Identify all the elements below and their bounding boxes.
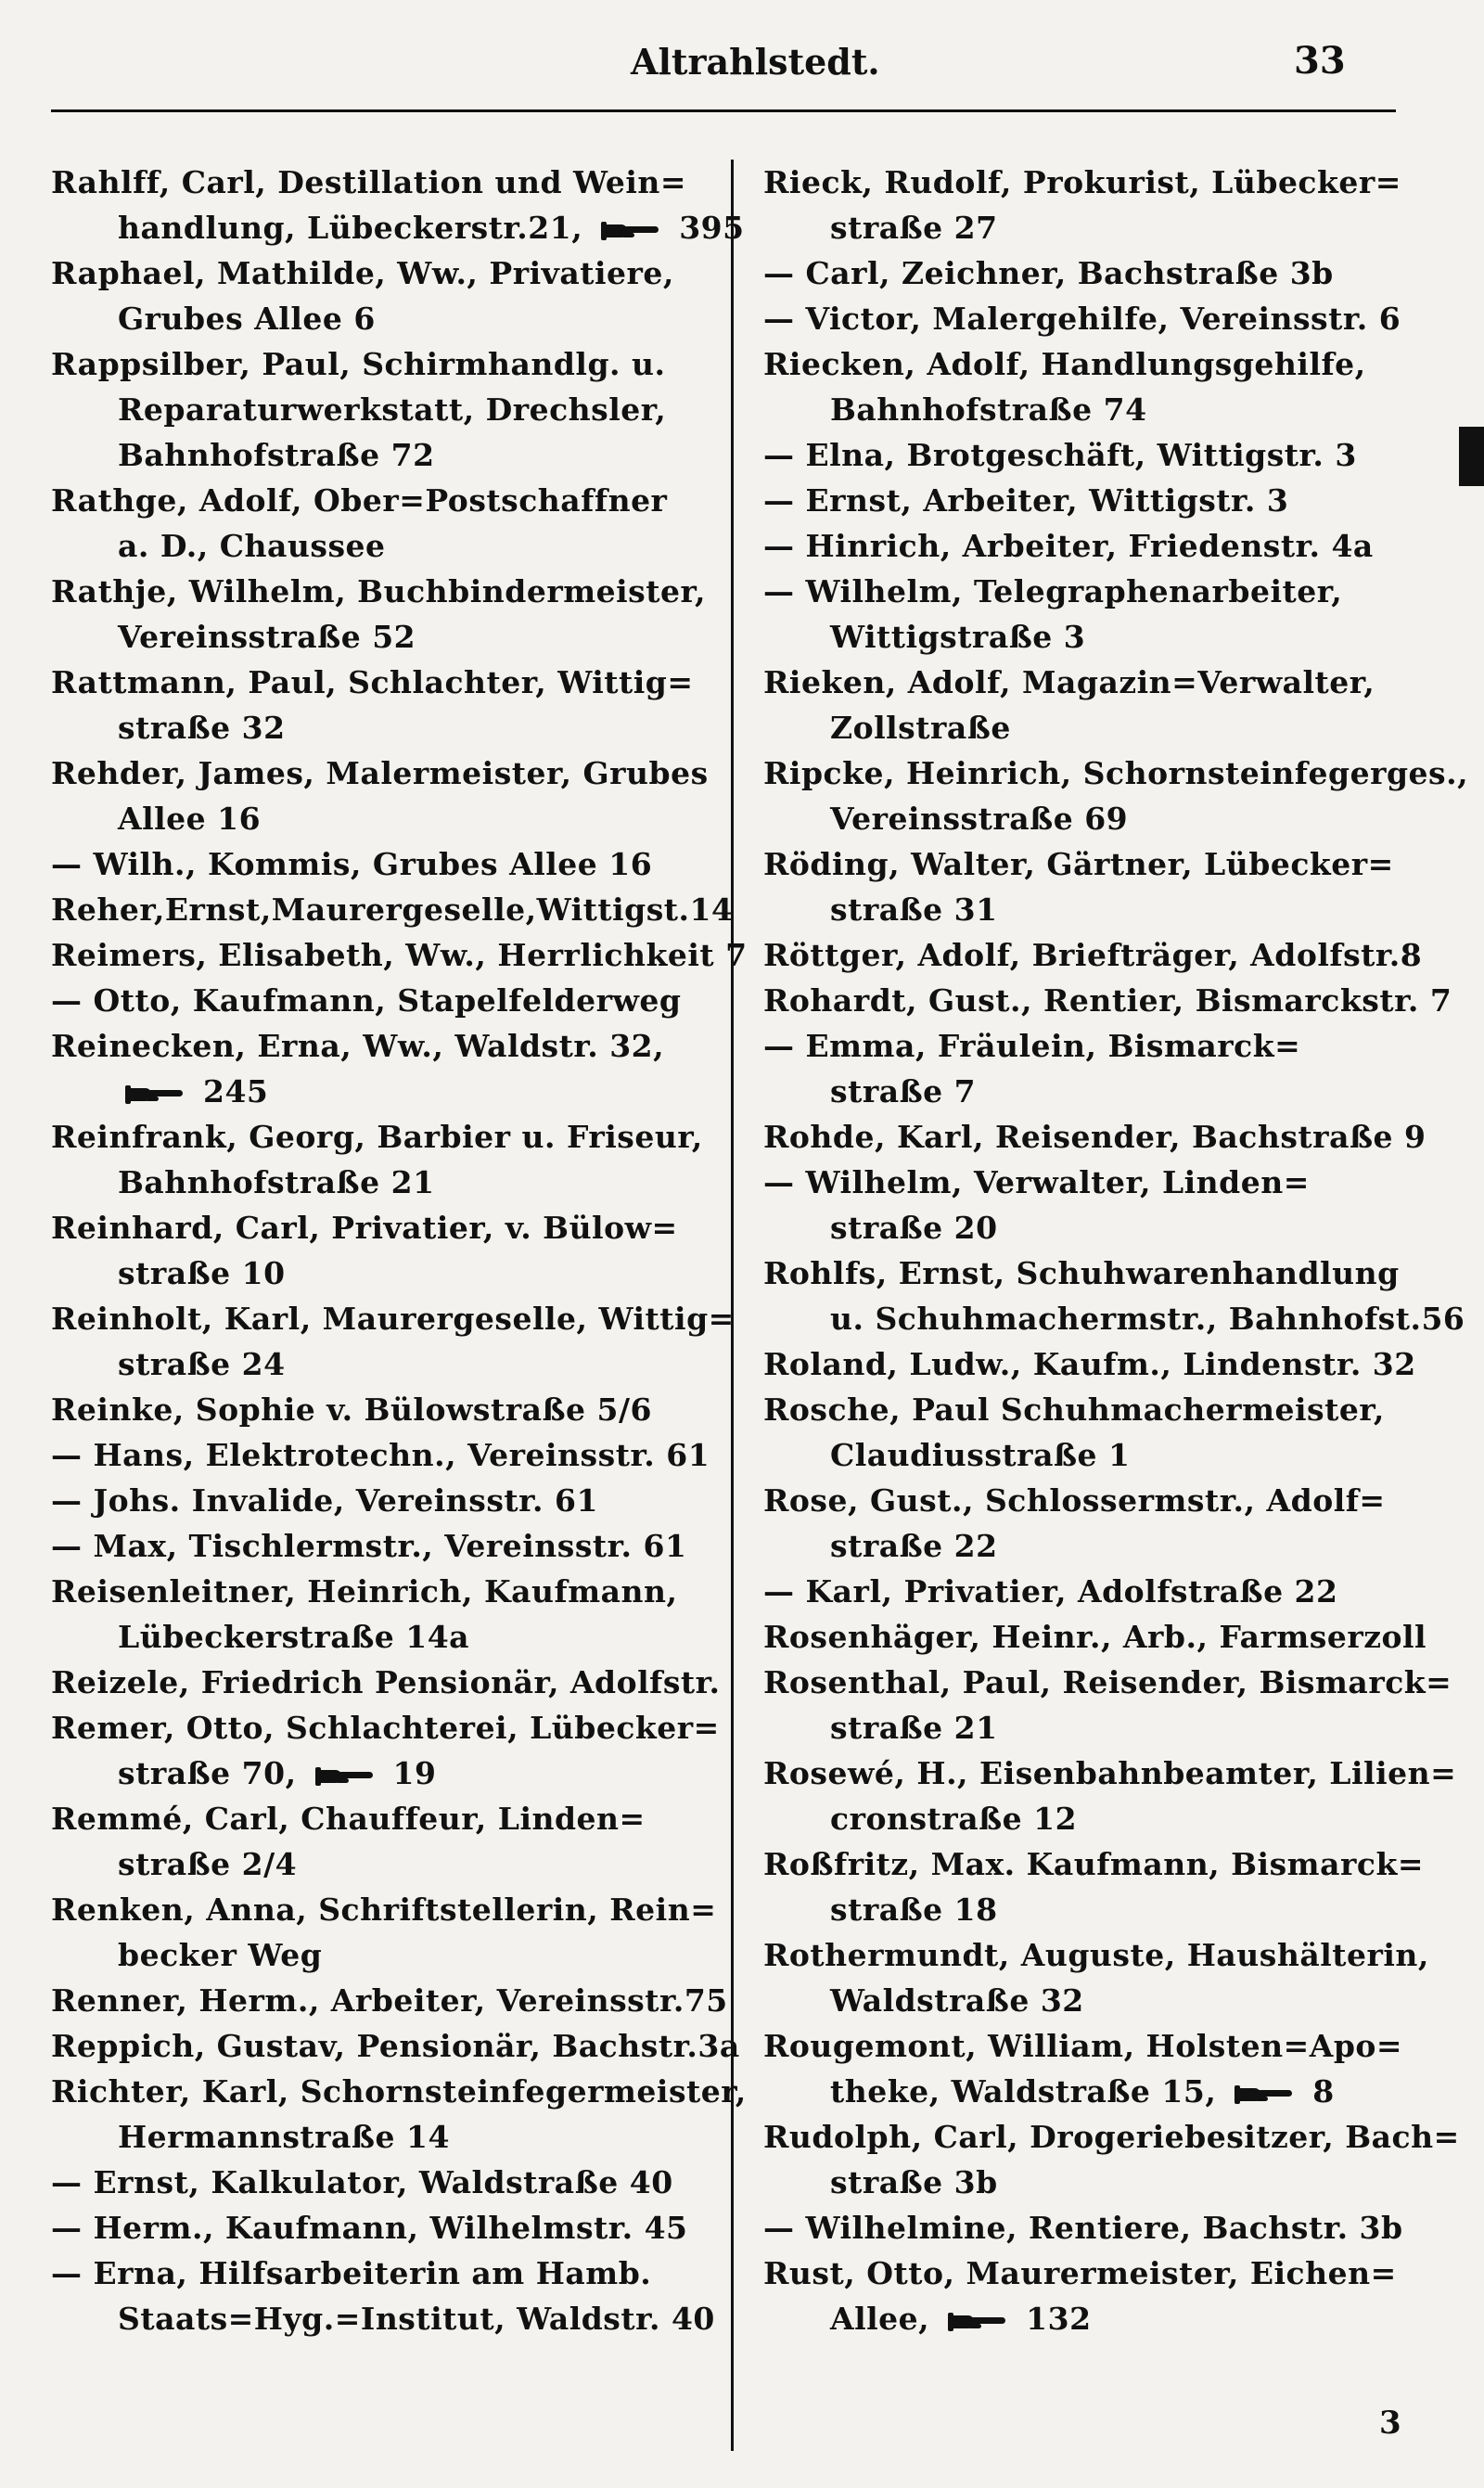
entry-text: — Ernst, Kalkulator, Waldstraße 40 (51, 2164, 673, 2200)
pointing-hand-icon (313, 1762, 377, 1789)
pointing-hand-icon (946, 2307, 1009, 2335)
directory-entry-line (763, 660, 1413, 705)
directory-entry-line (763, 1023, 1413, 1069)
directory-entry-line (51, 1751, 737, 1796)
entry-text: straße 20 (830, 1210, 998, 1246)
entry-text: Reppich, Gustav, Pensionär, Bachstr.3a (51, 2028, 740, 2064)
entry-text: Rosenhäger, Heinr., Arb., Farmserzoll (763, 1619, 1427, 1655)
left-column (51, 160, 748, 2341)
entry-text: Ripcke, Heinrich, Schornsteinfegerges., (763, 755, 1469, 791)
directory-entry-line (763, 387, 1413, 432)
entry-text: — Carl, Zeichner, Bachstraße 3b (763, 255, 1334, 291)
directory-entry-line (51, 250, 737, 296)
directory-entry-line (51, 2296, 737, 2341)
entry-text: Rosche, Paul Schuhmachermeister, (763, 1391, 1385, 1428)
directory-entry-line (763, 2069, 1413, 2114)
entry-text: — Victor, Malergehilfe, Vereinsstr. 6 (763, 301, 1401, 337)
directory-entry-line (51, 887, 737, 932)
printer-signature: 3 (1379, 2405, 1401, 2442)
directory-entry-line (51, 1069, 737, 1114)
directory-entry-line (51, 2251, 737, 2296)
directory-entry-line (51, 1569, 737, 1614)
entry-text: Rohlfs, Ernst, Schuhwarenhandlung (763, 1255, 1400, 1291)
entry-text: straße 27 (830, 210, 998, 246)
directory-entry-line (763, 296, 1413, 341)
entry-text: Rudolph, Carl, Drogeriebesitzer, Bach= (763, 2119, 1460, 2155)
directory-entry-line (763, 1614, 1427, 1660)
directory-entry-line (763, 932, 1423, 978)
directory-entry-line (763, 2160, 1413, 2205)
directory-entry-line (763, 205, 1413, 250)
directory-entry-line (51, 569, 737, 614)
directory-entry-line (51, 614, 737, 660)
entry-text: straße 3b (830, 2164, 998, 2200)
entry-text: Riecken, Adolf, Handlungsgehilfe, (763, 346, 1366, 382)
entry-text: 8 (1301, 2073, 1335, 2110)
directory-entry-line (763, 1250, 1413, 1296)
directory-entry-line (763, 1932, 1429, 1978)
directory-entry-line (51, 660, 737, 705)
entry-text: Reimers, Elisabeth, Ww., Herrlichkeit 7 (51, 937, 748, 973)
entry-text: Grubes Allee 6 (118, 301, 376, 337)
directory-entry-line (51, 1796, 737, 1841)
directory-entry-line (51, 1887, 737, 1932)
entry-text: Lübeckerstraße 14a (118, 1619, 470, 1655)
entry-text: Hermannstraße 14 (118, 2119, 450, 2155)
entry-text: Bahnhofstraße 21 (118, 1164, 435, 1200)
thumb-index-tab (1459, 427, 1484, 486)
entry-text: Reparaturwerkstatt, Drechsler, (118, 391, 667, 428)
entry-text: Rose, Gust., Schlossermstr., Adolf= (763, 1482, 1386, 1519)
directory-entry-line (763, 569, 1413, 614)
directory-entry-line (51, 2023, 740, 2069)
directory-entry-line (51, 1432, 737, 1478)
right-column (763, 160, 1469, 2341)
entry-text: Waldstraße 32 (830, 1982, 1084, 2019)
directory-entry-line (51, 1705, 737, 1751)
directory-entry-line (763, 1205, 1413, 1250)
entry-text: Röttger, Adolf, Briefträger, Adolfstr.8 (763, 937, 1423, 973)
directory-entry-line (763, 1660, 1452, 1705)
directory-entry-line (51, 296, 737, 341)
entry-text: straße 18 (830, 1892, 998, 1928)
entry-text: Zollstraße (830, 710, 1011, 746)
directory-entry-line (763, 1069, 1413, 1114)
header-rule (51, 109, 1396, 112)
entry-text: straße 70, (118, 1755, 308, 1791)
directory-entry-line (51, 932, 748, 978)
entry-text: Richter, Karl, Schornsteinfegermeister, (51, 2073, 747, 2110)
entry-text: Remer, Otto, Schlachterei, Lübecker= (51, 1710, 720, 1746)
entry-text: straße 24 (118, 1346, 286, 1382)
directory-entry-line (51, 1660, 737, 1705)
directory-entry-line (51, 1250, 737, 1296)
entry-text: Rieck, Rudolf, Prokurist, Lübecker= (763, 164, 1401, 200)
entry-text: 245 (192, 1073, 269, 1109)
directory-entry-line (763, 1114, 1426, 1160)
directory-entry-line (763, 1432, 1413, 1478)
entry-text: Rohardt, Gust., Rentier, Bismarckstr. 7 (763, 982, 1452, 1019)
entry-text: — Wilhelmine, Rentiere, Bachstr. 3b (763, 2210, 1403, 2246)
pointing-hand-icon (1233, 2080, 1296, 2108)
entry-text: — Herm., Kaufmann, Wilhelmstr. 45 (51, 2210, 688, 2246)
entry-text: Renner, Herm., Arbeiter, Vereinsstr.75 (51, 1982, 728, 2019)
entry-text: a. D., Chaussee (118, 528, 386, 564)
directory-entry-line (51, 705, 737, 750)
entry-text: — Hans, Elektrotechn., Vereinsstr. 61 (51, 1437, 710, 1473)
entry-text: becker Weg (118, 1937, 323, 1973)
entry-text: handlung, Lübeckerstr.21, (118, 210, 595, 246)
entry-text: 19 (381, 1755, 437, 1791)
entry-text: Rougemont, William, Holsten=Apo= (763, 2028, 1403, 2064)
directory-entry-line (763, 1978, 1413, 2023)
entry-text: Renken, Anna, Schriftstellerin, Rein= (51, 1892, 717, 1928)
directory-entry-line (763, 1796, 1413, 1841)
directory-entry-line (763, 341, 1413, 387)
entry-text: Rahlff, Carl, Destillation und Wein= (51, 164, 687, 200)
entry-text: — Otto, Kaufmann, Stapelfelderweg (51, 982, 682, 1019)
directory-entry-line (763, 478, 1413, 523)
entry-text: — Wilh., Kommis, Grubes Allee 16 (51, 846, 653, 882)
directory-entry-line (51, 1478, 737, 1523)
entry-text: Rothermundt, Auguste, Haushälterin, (763, 1937, 1429, 1973)
directory-entry-line (763, 1478, 1413, 1523)
entry-text: straße 32 (118, 710, 286, 746)
directory-entry-line (763, 2205, 1413, 2251)
entry-text: Wittigstraße 3 (830, 619, 1086, 655)
entry-text: — Wilhelm, Telegraphenarbeiter, (763, 573, 1343, 609)
entry-text: Rosenthal, Paul, Reisender, Bismarck= (763, 1664, 1452, 1700)
directory-entry-line (763, 1841, 1424, 1887)
directory-entry-line (51, 1341, 737, 1387)
entry-text: Allee, (830, 2301, 941, 2337)
directory-entry-line (51, 750, 737, 796)
entry-text: Röding, Walter, Gärtner, Lübecker= (763, 846, 1394, 882)
directory-entry-line (51, 432, 737, 478)
directory-entry-line (763, 2251, 1413, 2296)
entry-text: Vereinsstraße 52 (118, 619, 416, 655)
entry-text: u. Schuhmachermstr., Bahnhofst.56 (830, 1301, 1465, 1337)
directory-entry-line (51, 160, 737, 205)
entry-text: Reisenleitner, Heinrich, Kaufmann, (51, 1573, 678, 1610)
entry-text: straße 22 (830, 1528, 998, 1564)
entry-text: straße 31 (830, 891, 998, 928)
directory-entry-line (51, 1614, 737, 1660)
entry-text: Rattmann, Paul, Schlachter, Wittig= (51, 664, 694, 700)
entry-text: — Hinrich, Arbeiter, Friedenstr. 4a (763, 528, 1374, 564)
page-number: 33 (1294, 39, 1346, 83)
directory-entry-line (51, 2114, 737, 2160)
entry-text: Rosewé, H., Eisenbahnbeamter, Lilien= (763, 1755, 1457, 1791)
directory-entry-line (763, 432, 1413, 478)
entry-text: 132 (1015, 2301, 1092, 2337)
pointing-hand-icon (599, 216, 662, 244)
entry-text: — Elna, Brotgeschäft, Wittigstr. 3 (763, 437, 1357, 473)
entry-text: Reinholt, Karl, Maurergeselle, Wittig= (51, 1301, 735, 1337)
directory-entry-line (763, 160, 1413, 205)
directory-entry-line (763, 1887, 1413, 1932)
directory-entry-line (51, 1523, 737, 1569)
directory-entry-line (51, 2069, 747, 2114)
directory-entry-line (763, 1751, 1457, 1796)
directory-entry-line (763, 1523, 1413, 1569)
directory-entry-line (51, 841, 737, 887)
entry-text: Remmé, Carl, Chauffeur, Linden= (51, 1801, 646, 1837)
directory-entry-line (51, 1387, 737, 1432)
entry-text: — Erna, Hilfsarbeiterin am Hamb. (51, 2255, 652, 2291)
directory-entry-line (51, 1841, 737, 1887)
entry-text: Rieken, Adolf, Magazin=Verwalter, (763, 664, 1375, 700)
entry-text: Reinhard, Carl, Privatier, v. Bülow= (51, 1210, 678, 1246)
entry-text: Vereinsstraße 69 (830, 801, 1129, 837)
entry-text: Roßfritz, Max. Kaufmann, Bismarck= (763, 1846, 1424, 1882)
entry-text: straße 2/4 (118, 1846, 298, 1882)
directory-entry-line (763, 750, 1469, 796)
directory-entry-line (763, 1387, 1413, 1432)
directory-entry-line (51, 1205, 737, 1250)
directory-entry-line (763, 887, 1413, 932)
directory-entry-line (51, 205, 745, 250)
entry-text: Rappsilber, Paul, Schirmhandlg. u. (51, 346, 666, 382)
directory-entry-line (763, 978, 1452, 1023)
directory-entry-line (763, 1160, 1413, 1205)
directory-entry-line (763, 2023, 1413, 2069)
directory-entry-line (51, 2205, 737, 2251)
entry-text: straße 7 (830, 1073, 977, 1109)
directory-entry-line (51, 1932, 737, 1978)
entry-text: Reinecken, Erna, Ww., Waldstr. 32, (51, 1028, 665, 1064)
entry-text: Rust, Otto, Maurermeister, Eichen= (763, 2255, 1397, 2291)
directory-entry-line (763, 614, 1413, 660)
entry-text: Raphael, Mathilde, Ww., Privatiere, (51, 255, 674, 291)
entry-text: Reher,Ernst,Maurergeselle,Wittigst.14 (51, 891, 734, 928)
directory-entry-line (763, 796, 1413, 841)
directory-entry-line (51, 1023, 737, 1069)
directory-entry-line (51, 478, 737, 523)
entry-text: — Emma, Fräulein, Bismarck= (763, 1028, 1301, 1064)
entry-text: Roland, Ludw., Kaufm., Lindenstr. 32 (763, 1346, 1416, 1382)
entry-text: Reinfrank, Georg, Barbier u. Friseur, (51, 1119, 703, 1155)
entry-text: straße 21 (830, 1710, 998, 1746)
directory-entry-line (763, 1296, 1465, 1341)
entry-text: Reizele, Friedrich Pensionär, Adolfstr. (51, 1664, 721, 1700)
entry-text: theke, Waldstraße 15, (830, 2073, 1228, 2110)
directory-entry-line (763, 523, 1413, 569)
entry-text: Bahnhofstraße 72 (118, 437, 435, 473)
directory-entry-line (51, 2160, 737, 2205)
entry-text: Rohde, Karl, Reisender, Bachstraße 9 (763, 1119, 1426, 1155)
directory-entry-line (51, 1978, 737, 2023)
directory-entry-line (51, 1160, 737, 1205)
entry-text: Rathge, Adolf, Ober=Postschaffner (51, 482, 668, 519)
entry-text: — Ernst, Arbeiter, Wittigstr. 3 (763, 482, 1289, 519)
entry-text: Staats=Hyg.=Institut, Waldstr. 40 (118, 2301, 715, 2337)
directory-entry-line (763, 250, 1413, 296)
pointing-hand-icon (123, 1080, 186, 1108)
directory-entry-line (763, 2296, 1413, 2341)
directory-entry-line (763, 1705, 1413, 1751)
directory-entry-line (51, 523, 737, 569)
directory-entry-line (51, 796, 737, 841)
directory-entry-line (763, 2114, 1460, 2160)
entry-text: Allee 16 (118, 801, 262, 837)
entry-text: — Max, Tischlermstr., Vereinsstr. 61 (51, 1528, 687, 1564)
directory-entry-line (763, 1341, 1416, 1387)
entry-text: Rehder, James, Malermeister, Grubes (51, 755, 709, 791)
entry-text: cronstraße 12 (830, 1801, 1078, 1837)
entry-text: Claudiusstraße 1 (830, 1437, 1131, 1473)
directory-entry-line (51, 1296, 737, 1341)
entry-text: Bahnhofstraße 74 (830, 391, 1147, 428)
entry-text: straße 10 (118, 1255, 286, 1291)
directory-entry-line (763, 841, 1413, 887)
directory-entry-line (763, 1569, 1413, 1614)
entry-text: Rathje, Wilhelm, Buchbindermeister, (51, 573, 706, 609)
directory-entry-line (51, 341, 737, 387)
entry-text: 395 (668, 210, 745, 246)
entry-text: Reinke, Sophie v. Bülowstraße 5/6 (51, 1391, 653, 1428)
directory-entry-line (51, 1114, 737, 1160)
entry-text: — Karl, Privatier, Adolfstraße 22 (763, 1573, 1338, 1610)
directory-entry-line (763, 705, 1413, 750)
entry-text: — Wilhelm, Verwalter, Linden= (763, 1164, 1310, 1200)
entry-text: — Johs. Invalide, Vereinsstr. 61 (51, 1482, 598, 1519)
directory-entry-line (51, 387, 737, 432)
page-title: Altrahlstedt. (631, 41, 880, 83)
directory-entry-line (51, 978, 737, 1023)
